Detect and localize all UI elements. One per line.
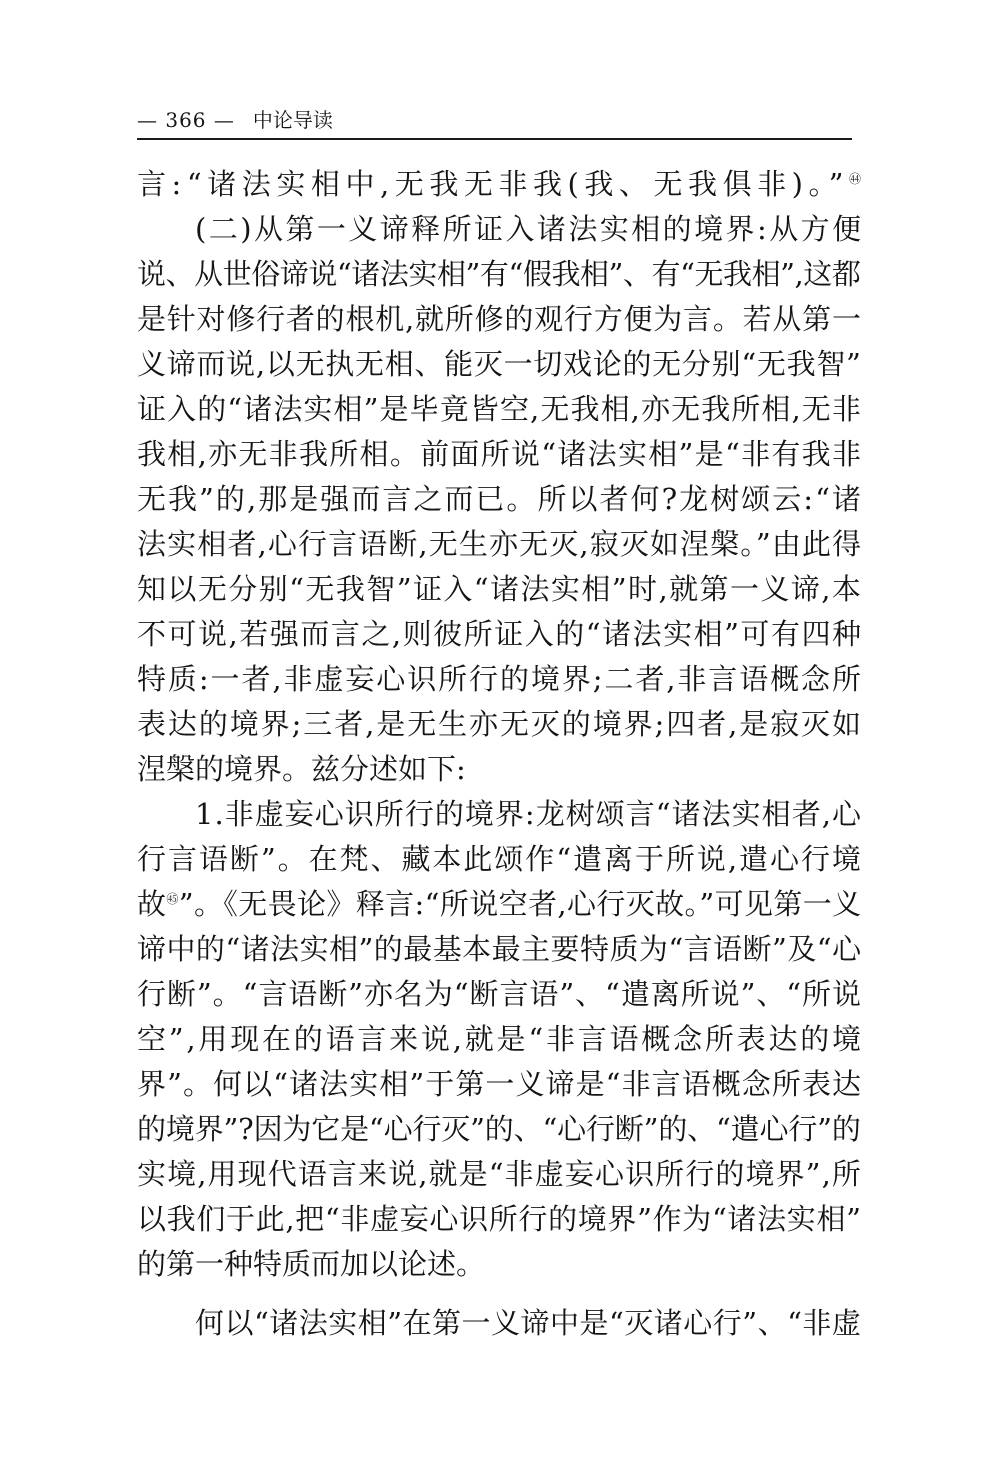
line-text: 说、从世俗谛说“诸法实相”有“假我相”、有“无我相”,这都 (137, 257, 861, 291)
line-text: 表达的境界;三者,是无生亦无灭的境界;四者,是寂灭如 (137, 707, 863, 741)
line-text: 义谛而说,以无执无相、能灭一切戏论的无分别“无我智” (137, 347, 862, 381)
text-line (137, 1017, 864, 1062)
line-text: 的第一种特质而加以论述。 (137, 1247, 486, 1281)
line-text: 涅槃的境界。兹分述如下: (137, 752, 466, 786)
text-line (137, 792, 861, 837)
text-line (137, 207, 864, 252)
line-text: 以我们于此,把“非虚妄心识所行的境界”作为“诸法实相” (137, 1202, 862, 1236)
line-text: 无我”的,那是强而言之而已。所以者何?龙树颂云:“诸 (137, 482, 863, 516)
paragraph-gap (137, 1287, 861, 1301)
text-line (137, 972, 861, 1017)
line-text-continued: ”。《无畏论》释言:“所说空者,心行灭故。”可见第一义 (178, 887, 862, 921)
line-text: 特质:一者,非虚妄心识所行的境界;二者,非言语概念所 (137, 662, 863, 696)
footnote-marker: ㊹ (848, 172, 867, 186)
text-line (137, 1107, 861, 1152)
line-text: 界”。何以“诸法实相”于第一义谛是“非言语概念所表达 (137, 1067, 863, 1101)
text-line (137, 1301, 861, 1346)
line-text: 实境,用现代语言来说,就是“非虚妄心识所行的境界”,所 (137, 1157, 863, 1191)
text-line (137, 162, 867, 207)
text-line (137, 882, 861, 927)
text-line (137, 432, 861, 477)
text-line (137, 612, 861, 657)
footnote-marker: ㊺ (166, 892, 179, 906)
line-text: 证入的“诸法实相”是毕竟皆空,无我相,亦无我所相,无非 (137, 392, 863, 426)
line-text: 故 (137, 887, 167, 921)
line-text: 行断”。“言语断”亦名为“断言语”、“遣离所说”、“所说 (137, 977, 862, 1011)
line-text: 法实相者,心行言语断,无生亦无灭,寂灭如涅槃。”由此得 (137, 527, 863, 561)
body-text (137, 162, 867, 1346)
line-text: 言:“诸法实相中,无我无非我(我、无我俱非)。” (137, 167, 849, 201)
text-line (137, 387, 861, 432)
text-line (137, 567, 861, 612)
line-text: 1.非虚妄心识所行的境界:龙树颂言“诸法实相者,心 (195, 797, 862, 831)
text-line (137, 927, 861, 972)
text-line (137, 522, 861, 567)
text-line (137, 657, 861, 702)
text-line (137, 342, 861, 387)
page-number: — 366 — (137, 108, 235, 132)
running-header (137, 106, 852, 140)
text-line (137, 252, 861, 297)
line-text: 何以“诸法实相”在第一义谛中是“灭诸心行”、“非虚 (195, 1306, 862, 1340)
line-text: (二)从第一义谛释所证入诸法实相的境界:从方便 (195, 212, 864, 246)
text-line (137, 1062, 861, 1107)
text-line (137, 747, 861, 792)
text-line (137, 1242, 861, 1287)
line-text: 行言语断”。在梵、藏本此颂作“遣离于所说,遣心行境 (137, 842, 863, 876)
line-text: 的境界”?因为它是“心行灭”的、“心行断”的、“遣心行”的 (137, 1112, 861, 1146)
line-text: 谛中的“诸法实相”的最基本最主要特质为“言语断”及“心 (137, 932, 862, 966)
book-title: 中论导读 (252, 108, 333, 132)
header-rule (137, 138, 852, 140)
line-text: 知以无分别“无我智”证入“诸法实相”时,就第一义谛,本 (137, 572, 863, 606)
text-line (137, 1197, 861, 1242)
text-line (137, 702, 861, 747)
text-line (137, 837, 861, 882)
text-line (137, 1152, 861, 1197)
line-text: 是针对修行者的根机,就所修的观行方便为言。若从第一 (137, 302, 862, 336)
line-text: 我相,亦无非我所相。前面所说“诸法实相”是“非有我非 (137, 437, 863, 471)
text-line (137, 477, 861, 522)
line-text: 空”,用现在的语言来说,就是“非言语概念所表达的境 (137, 1022, 864, 1056)
line-text: 不可说,若强而言之,则彼所证入的“诸法实相”可有四种 (137, 617, 863, 651)
text-line (137, 297, 861, 342)
